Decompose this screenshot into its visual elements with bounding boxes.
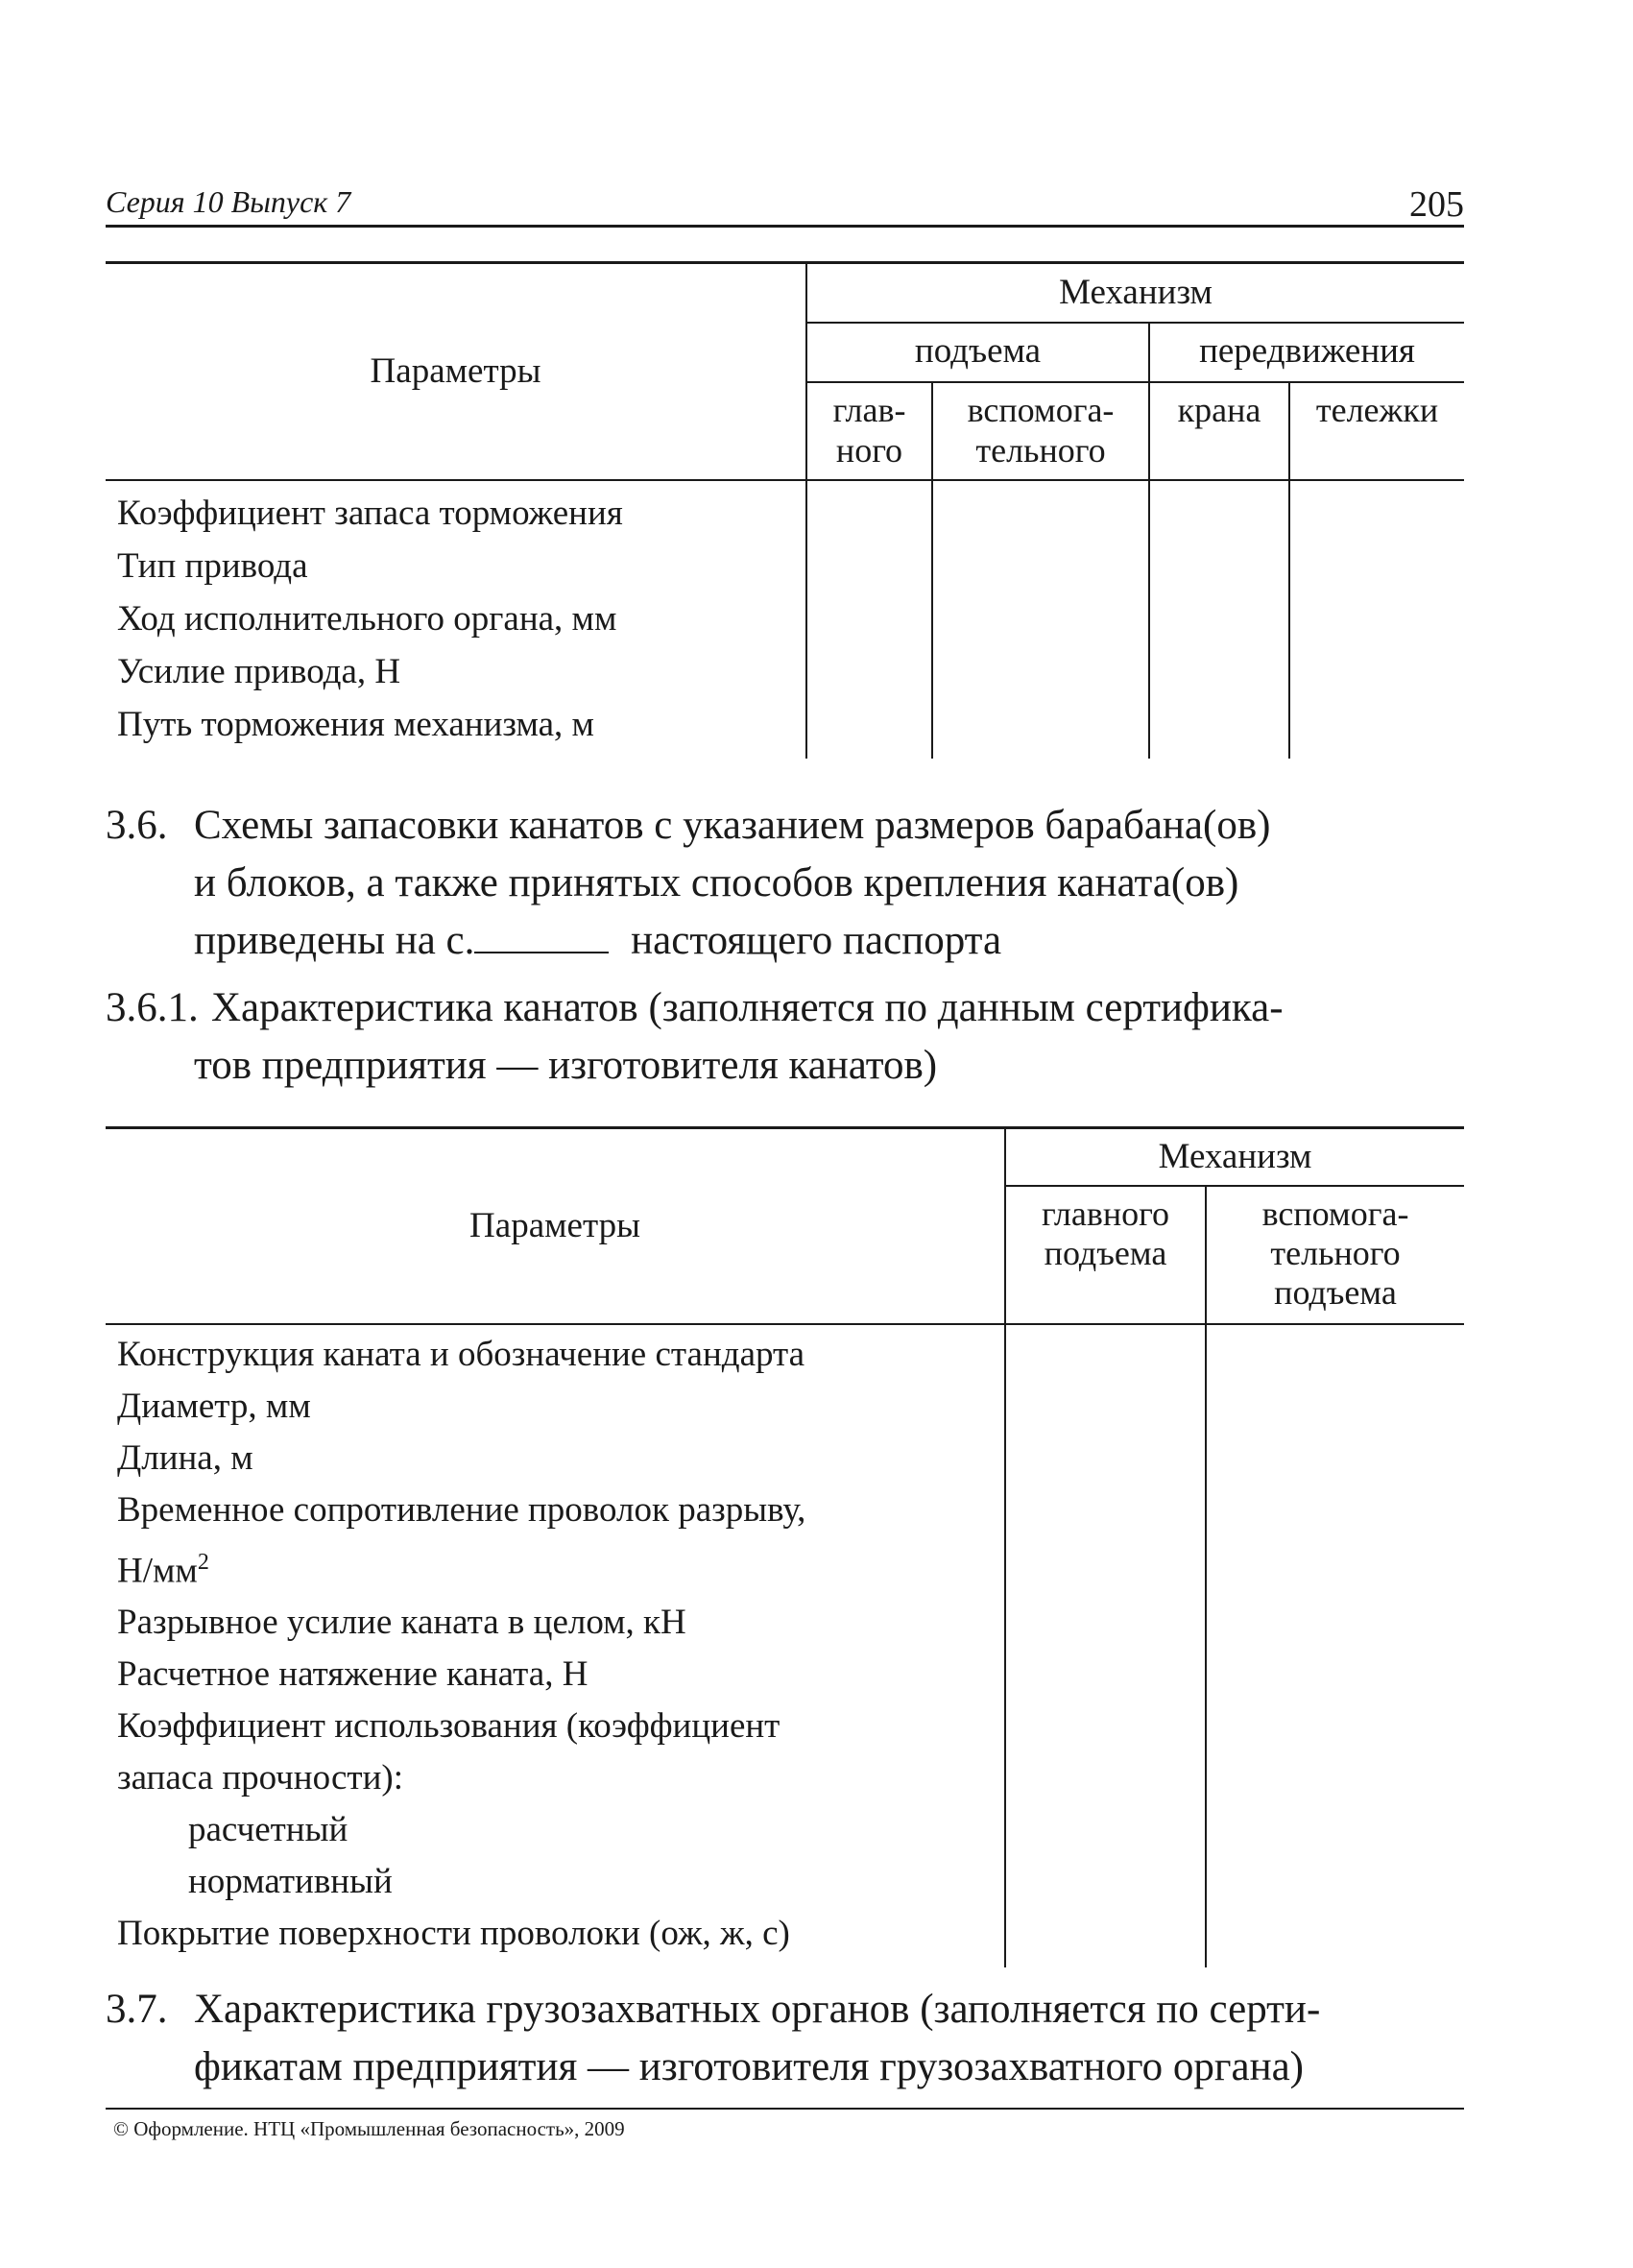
page-header xyxy=(106,178,1464,226)
table2-header-mechanism: Механизм xyxy=(1005,1128,1464,1186)
section-3-7: 3.7. Характеристика грузозахватных органов (заполняется по серти- фикатам предприятия — изготовителя грузозахватного органа) xyxy=(106,1981,1464,2096)
table1-header-main: глав- ного xyxy=(806,382,932,480)
table1-value-cell[interactable] xyxy=(1289,480,1464,759)
table1-value-cell[interactable] xyxy=(932,480,1149,759)
section-number: 3.7. xyxy=(106,1987,168,2032)
header-rule xyxy=(106,225,1464,228)
table1-value-cell[interactable] xyxy=(1149,480,1289,759)
copyright-footer: © Оформление. НТЦ «Промышленная безопасность», 2009 xyxy=(113,2117,625,2140)
brake-parameters-table xyxy=(106,261,1464,759)
table2-row: $Н/мм^2$ xyxy=(117,1549,209,1590)
table1-row: Тип привода xyxy=(117,545,308,586)
table2-header-aux: вспомога- тельного подъема xyxy=(1206,1186,1464,1324)
table1-header-aux: вспомога- тельного xyxy=(932,382,1149,480)
table2-value-cell[interactable] xyxy=(1005,1324,1206,1967)
table1-header-params: Параметры xyxy=(106,263,806,480)
table2-row: Временное сопротивление проволок разрыву, xyxy=(117,1489,806,1530)
table2-row: Длина, м xyxy=(117,1437,253,1478)
table1-header-trolley: тележки xyxy=(1289,382,1464,480)
table2-value-cell[interactable] xyxy=(1206,1324,1464,1967)
table2-row: нормативный xyxy=(188,1861,393,1901)
page-number: 205 xyxy=(1409,184,1464,225)
table2-row: Диаметр, мм xyxy=(117,1386,311,1426)
table2-row: расчетный xyxy=(188,1809,348,1849)
section-3-6-1: 3.6.1. Характеристика канатов (заполняется по данным сертифика- тов предприятия — изготовителя канатов) xyxy=(106,979,1464,1095)
section-3-6: 3.6. Схемы запасовки канатов с указанием размеров барабана(ов) и блоков, а также принятых способов крепления каната(ов) приведены на с. настоящего паспорта xyxy=(106,797,1464,970)
section-number: 3.6. xyxy=(106,803,168,848)
footer-rule xyxy=(106,2108,1464,2110)
table2-row: запаса прочности): xyxy=(117,1757,403,1798)
table2-row: Разрывное усилие каната в целом, кН xyxy=(117,1602,686,1642)
table2-param-list xyxy=(106,1324,1005,1967)
table2-header-main: главного подъема xyxy=(1005,1186,1206,1324)
table2-row: Коэффициент использования (коэффициент xyxy=(117,1705,780,1746)
table2-row: Конструкция каната и обозначение стандарта xyxy=(117,1334,805,1374)
table1-header-mechanism: Механизм xyxy=(806,263,1464,323)
table1-header-crane: крана xyxy=(1149,382,1289,480)
table1-row: Путь торможения механизма, м xyxy=(117,704,594,744)
table1-row: Ход исполнительного органа, мм xyxy=(117,598,617,639)
table1-param-list xyxy=(106,480,806,759)
table1-value-cell[interactable] xyxy=(806,480,932,759)
series-label: Серия 10 Выпуск 7 xyxy=(106,184,351,219)
table1-row: Усилие привода, Н xyxy=(117,651,401,691)
table1-header-lift: подъема xyxy=(806,323,1149,382)
table2-row: Расчетное натяжение каната, Н xyxy=(117,1653,588,1694)
table1-row: Коэффициент запаса торможения xyxy=(117,493,623,533)
page-number-blank[interactable] xyxy=(474,915,609,953)
rope-characteristics-table xyxy=(106,1126,1464,1967)
section-number: 3.6.1. xyxy=(106,985,199,1030)
table2-header-params: Параметры xyxy=(106,1128,1005,1324)
table1-header-travel: передвижения xyxy=(1149,323,1464,382)
table2-row: Покрытие поверхности проволоки (ож, ж, с) xyxy=(117,1913,790,1953)
